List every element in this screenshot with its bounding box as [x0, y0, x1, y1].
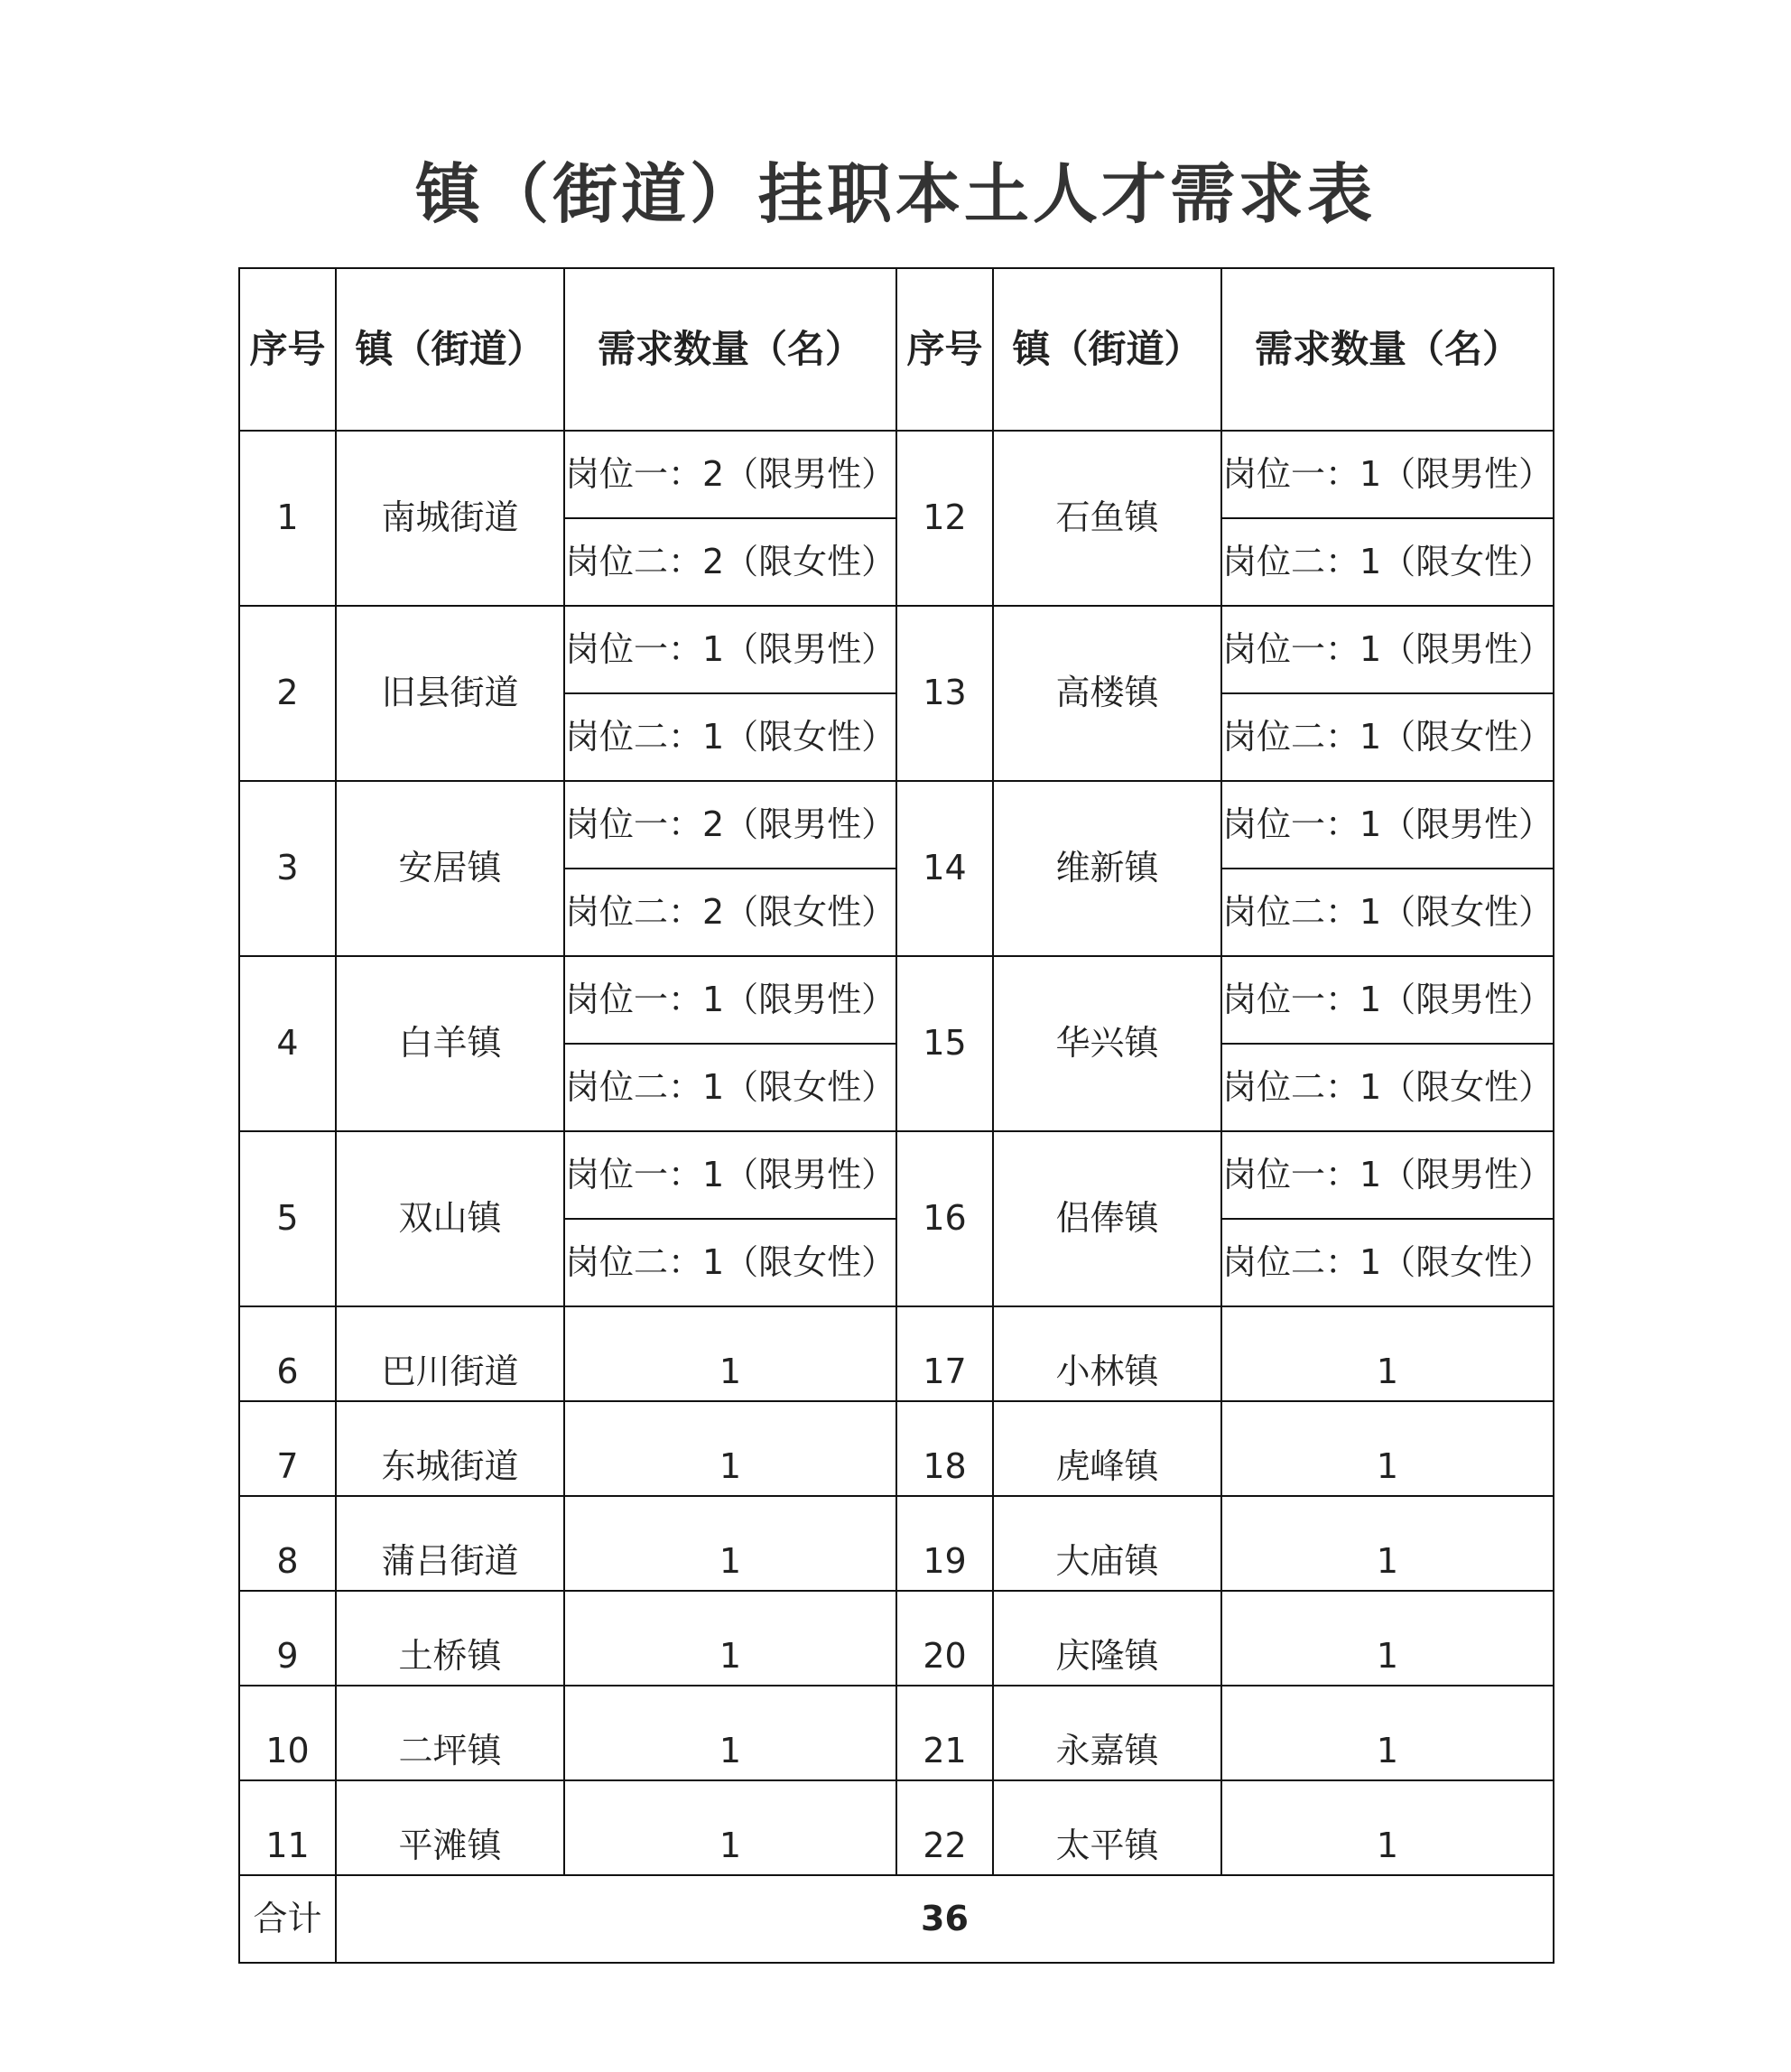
- header-town: 镇（街道）: [993, 268, 1221, 431]
- position-one-demand: 岗位一：2（限男性）: [564, 781, 896, 869]
- position-one-demand: 岗位一：1（限男性）: [564, 606, 896, 693]
- position-one-demand: 岗位一：1（限男性）: [1221, 431, 1554, 518]
- row-number: 19: [896, 1496, 993, 1591]
- position-two-demand: 岗位二：1（限女性）: [564, 693, 896, 781]
- town-name: 安居镇: [336, 781, 564, 956]
- table-row: [239, 1591, 1554, 1686]
- header-qty: 需求数量（名）: [564, 268, 896, 431]
- row-number: 5: [239, 1131, 336, 1306]
- town-name: 侣俸镇: [993, 1131, 1221, 1306]
- row-number: 20: [896, 1591, 993, 1686]
- town-name: 双山镇: [336, 1131, 564, 1306]
- header-qty: 需求数量（名）: [1221, 268, 1554, 431]
- row-number: 21: [896, 1686, 993, 1780]
- town-name: 永嘉镇: [993, 1686, 1221, 1780]
- position-two-demand: 岗位二：1（限女性）: [564, 1044, 896, 1131]
- row-number: 6: [239, 1306, 336, 1401]
- position-two-demand: 岗位二：1（限女性）: [564, 1219, 896, 1306]
- table-row: [239, 431, 1554, 518]
- row-number: 3: [239, 781, 336, 956]
- table-row: [239, 1131, 1554, 1219]
- demand-count: 1: [1221, 1401, 1554, 1496]
- town-name: 大庙镇: [993, 1496, 1221, 1591]
- row-number: 2: [239, 606, 336, 781]
- demand-count: 1: [564, 1591, 896, 1686]
- position-two-demand: 岗位二：2（限女性）: [564, 518, 896, 606]
- demand-count: 1: [1221, 1496, 1554, 1591]
- row-number: 13: [896, 606, 993, 781]
- town-name: 二坪镇: [336, 1686, 564, 1780]
- row-number: 22: [896, 1780, 993, 1875]
- town-name: 石鱼镇: [993, 431, 1221, 606]
- town-name: 南城街道: [336, 431, 564, 606]
- table-row: [239, 1306, 1554, 1401]
- position-one-demand: 岗位一：1（限男性）: [564, 1131, 896, 1219]
- town-name: 高楼镇: [993, 606, 1221, 781]
- town-name: 维新镇: [993, 781, 1221, 956]
- row-number: 17: [896, 1306, 993, 1401]
- town-name: 虎峰镇: [993, 1401, 1221, 1496]
- town-name: 小林镇: [993, 1306, 1221, 1401]
- demand-count: 1: [564, 1401, 896, 1496]
- table-row: [239, 1780, 1554, 1875]
- position-two-demand: 岗位二：1（限女性）: [1221, 1044, 1554, 1131]
- demand-count: 1: [564, 1496, 896, 1591]
- demand-count: 1: [564, 1306, 896, 1401]
- header-no: 序号: [896, 268, 993, 431]
- table-row: [239, 1496, 1554, 1591]
- position-two-demand: 岗位二：1（限女性）: [1221, 869, 1554, 956]
- row-number: 14: [896, 781, 993, 956]
- table-row: [239, 1686, 1554, 1780]
- position-one-demand: 岗位一：2（限男性）: [564, 431, 896, 518]
- header-town: 镇（街道）: [336, 268, 564, 431]
- demand-count: 1: [1221, 1591, 1554, 1686]
- total-row: [239, 1875, 1554, 1963]
- position-two-demand: 岗位二：2（限女性）: [564, 869, 896, 956]
- town-name: 华兴镇: [993, 956, 1221, 1131]
- position-two-demand: 岗位二：1（限女性）: [1221, 518, 1554, 606]
- town-name: 蒲吕街道: [336, 1496, 564, 1591]
- total-value: 36: [336, 1875, 1554, 1963]
- demand-count: 1: [1221, 1306, 1554, 1401]
- header-no: 序号: [239, 268, 336, 431]
- row-number: 18: [896, 1401, 993, 1496]
- page-title: 镇（街道）挂职本土人才需求表: [414, 156, 1376, 232]
- header-row: [239, 268, 1554, 431]
- position-one-demand: 岗位一：1（限男性）: [1221, 1131, 1554, 1219]
- row-number: 9: [239, 1591, 336, 1686]
- town-name: 东城街道: [336, 1401, 564, 1496]
- town-name: 太平镇: [993, 1780, 1221, 1875]
- demand-count: 1: [1221, 1780, 1554, 1875]
- table-row: [239, 956, 1554, 1044]
- town-name: 庆隆镇: [993, 1591, 1221, 1686]
- demand-table: [238, 267, 1554, 1964]
- row-number: 15: [896, 956, 993, 1131]
- row-number: 12: [896, 431, 993, 606]
- row-number: 7: [239, 1401, 336, 1496]
- row-number: 11: [239, 1780, 336, 1875]
- position-one-demand: 岗位一：1（限男性）: [1221, 606, 1554, 693]
- row-number: 1: [239, 431, 336, 606]
- demand-count: 1: [1221, 1686, 1554, 1780]
- position-one-demand: 岗位一：1（限男性）: [564, 956, 896, 1044]
- town-name: 平滩镇: [336, 1780, 564, 1875]
- total-label: 合计: [239, 1875, 336, 1963]
- row-number: 8: [239, 1496, 336, 1591]
- position-two-demand: 岗位二：1（限女性）: [1221, 693, 1554, 781]
- town-name: 白羊镇: [336, 956, 564, 1131]
- town-name: 巴川街道: [336, 1306, 564, 1401]
- position-one-demand: 岗位一：1（限男性）: [1221, 781, 1554, 869]
- table-row: [239, 606, 1554, 693]
- demand-count: 1: [564, 1780, 896, 1875]
- town-name: 旧县街道: [336, 606, 564, 781]
- town-name: 土桥镇: [336, 1591, 564, 1686]
- position-one-demand: 岗位一：1（限男性）: [1221, 956, 1554, 1044]
- row-number: 4: [239, 956, 336, 1131]
- position-two-demand: 岗位二：1（限女性）: [1221, 1219, 1554, 1306]
- row-number: 16: [896, 1131, 993, 1306]
- table-row: [239, 781, 1554, 869]
- row-number: 10: [239, 1686, 336, 1780]
- demand-count: 1: [564, 1686, 896, 1780]
- table-row: [239, 1401, 1554, 1496]
